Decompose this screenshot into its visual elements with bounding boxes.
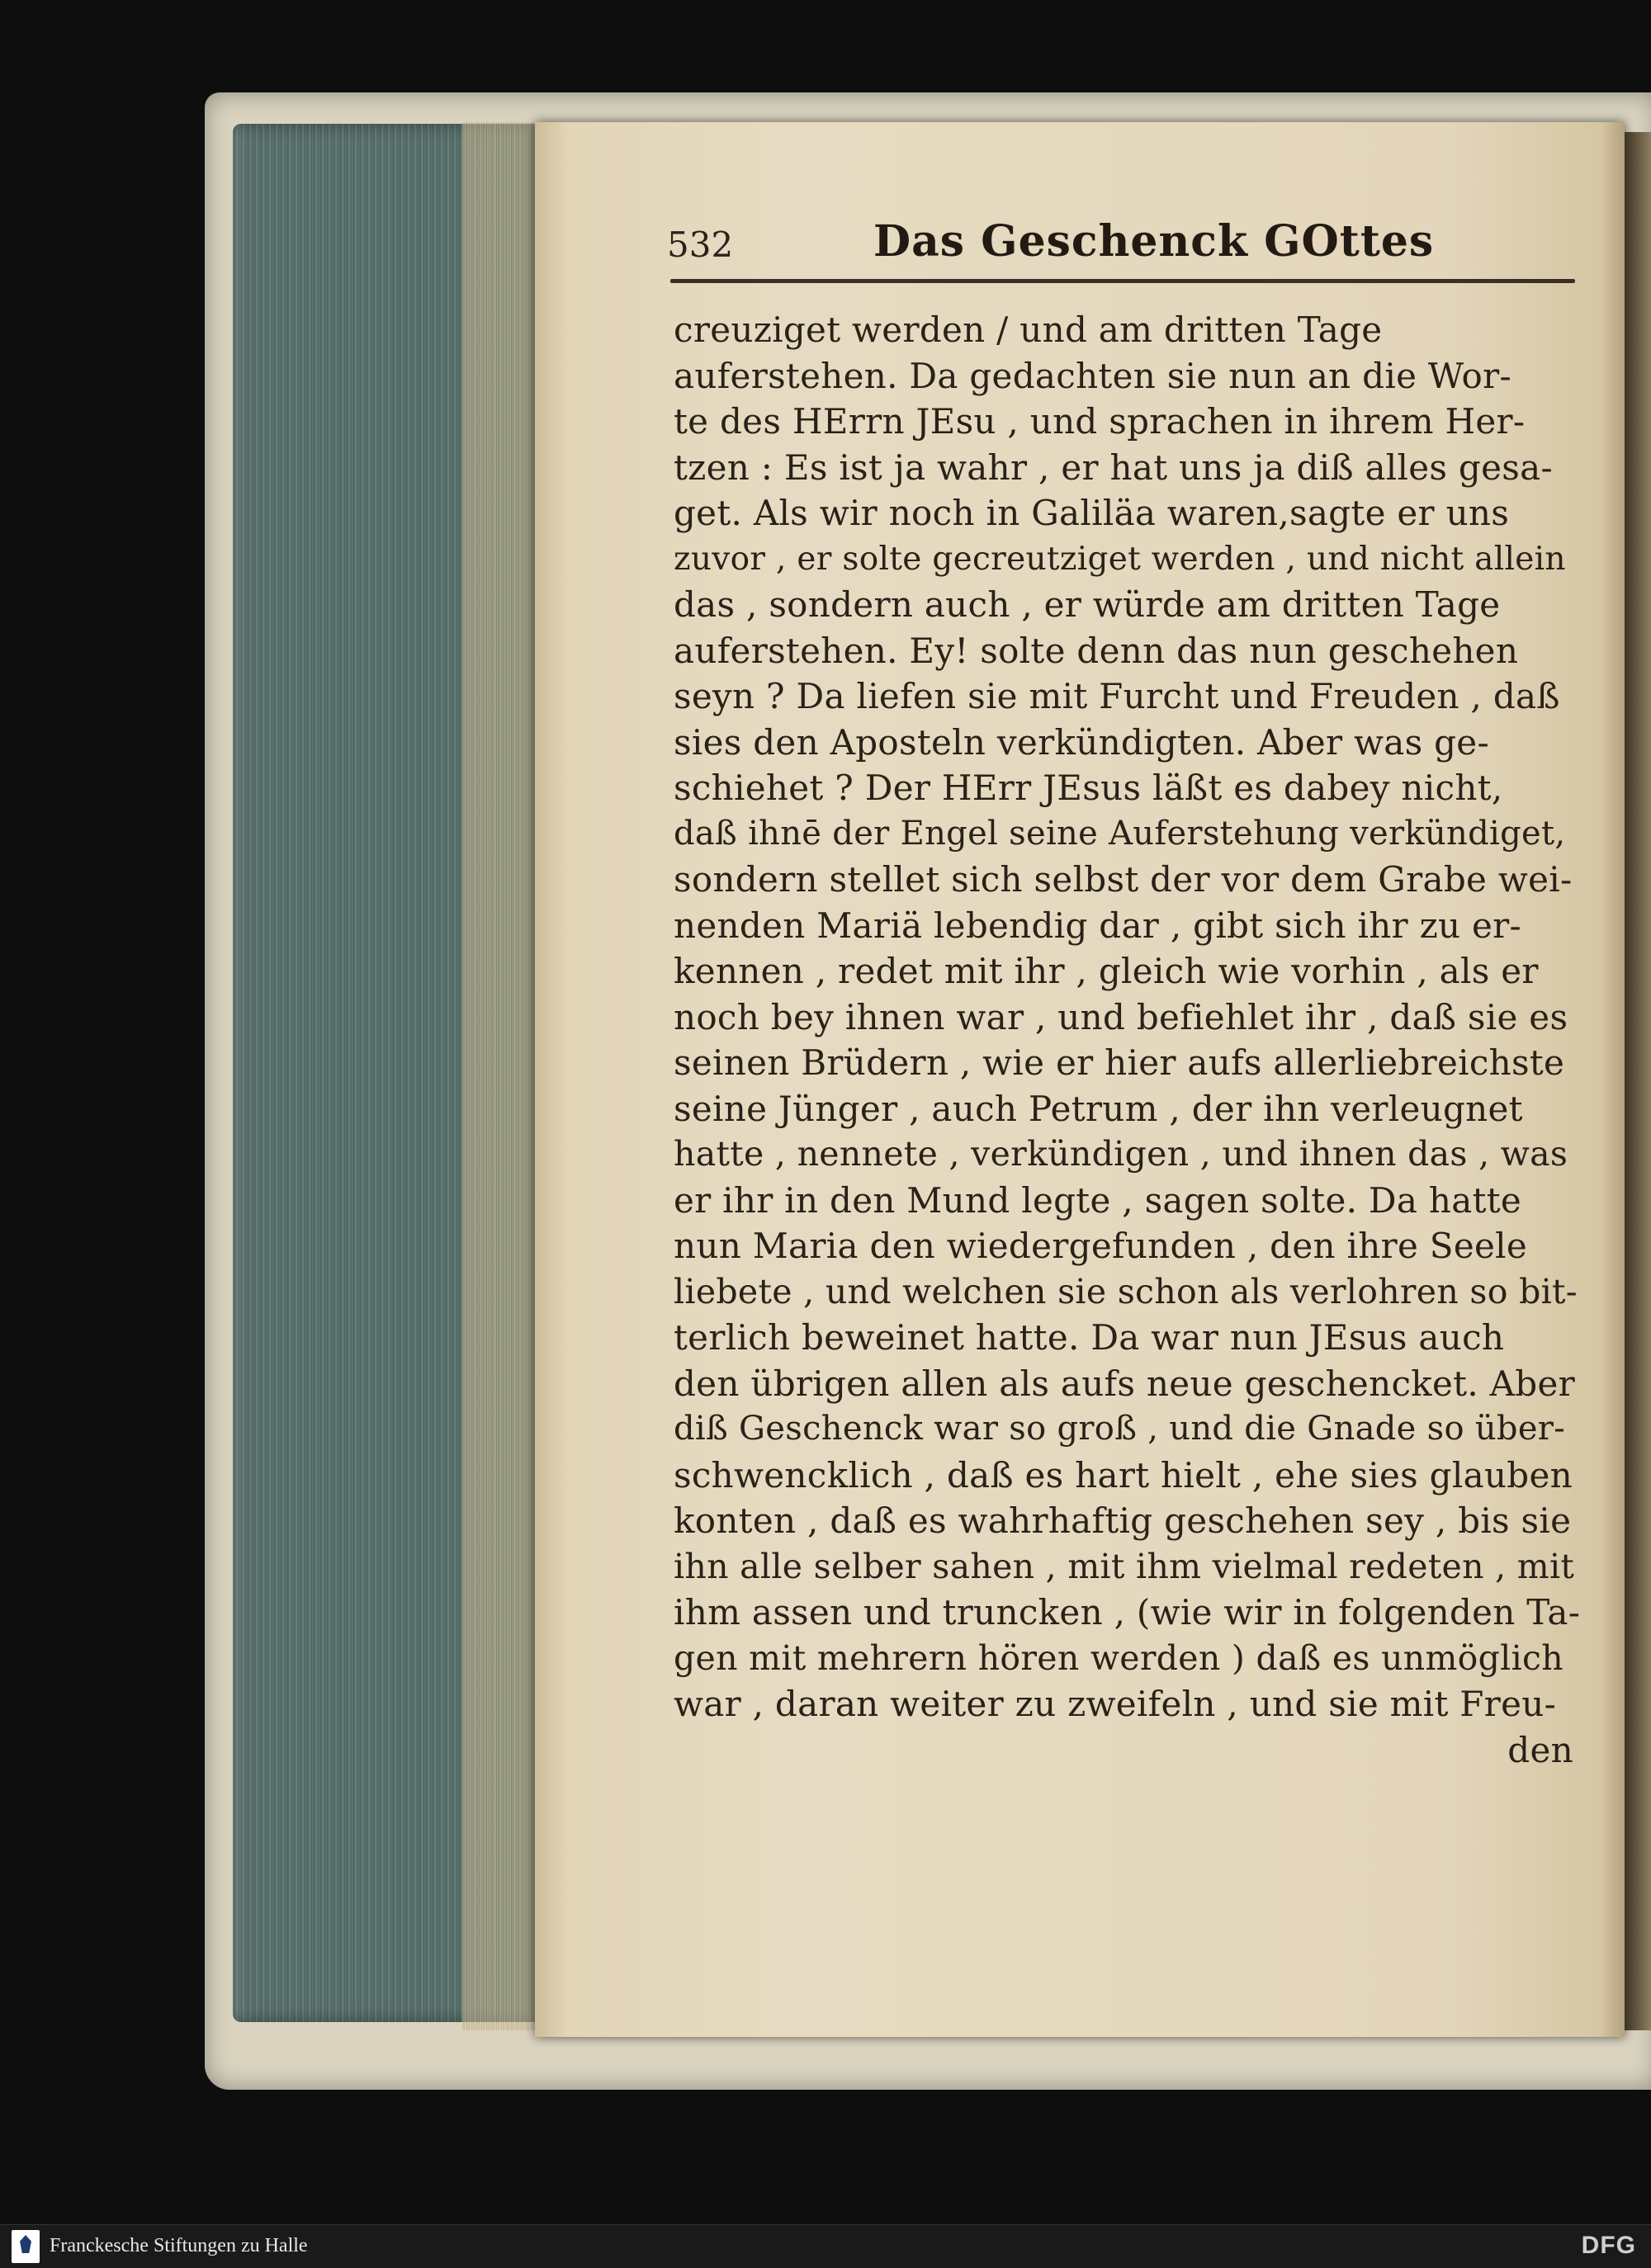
text-line: noch bey ihnen war , und befiehlet ihr , daß sie es [674,996,1568,1037]
text-line: schiehet ? Der HErr JEsus läßt es dabey nicht, [674,768,1503,808]
text-line: war , daran weiter zu zweifeln , und sie mit Freu- [674,1684,1557,1724]
text-line: das , sondern auch , er würde am dritten Tage [674,584,1501,625]
page-header [667,213,1575,279]
text-line: auferstehen. Ey! solte denn das nun geschehen [674,630,1519,671]
text-line: daß ihnē der Engel seine Auferstehung verkündiget, [674,814,1566,853]
dfg-logo: DFG [1581,2232,1636,2259]
text-line: den übrigen allen als aufs neue geschencket. Aber [674,1363,1575,1404]
viewer-footer [0,2224,1651,2268]
catchword: den [1507,1729,1573,1770]
body-text [674,307,1582,1773]
text-line: kennen , redet mit ihr , gleich wie vorhin , als er [674,951,1539,991]
text-line: konten , daß es wahrhaftig geschehen sey , bis sie [674,1500,1572,1541]
text-line: seine Jünger , auch Petrum , der ihn verleugnet [674,1088,1523,1129]
text-line: zuvor , er solte gecreutziget werden , und nicht allein [674,540,1566,578]
text-line: nenden Mariä lebendig dar , gibt sich ihr zu er- [674,905,1522,946]
text-line: schwencklich , daß es hart hielt , ehe sies glauben [674,1454,1573,1495]
text-line: sies den Aposteln verkündigten. Aber was ge- [674,721,1489,763]
text-line: gen mit mehrern hören werden ) daß es unmöglich [674,1637,1563,1678]
text-line: seyn ? Da liefen sie mit Furcht und Freuden , daß [674,676,1560,716]
text-line: tzen : Es ist ja wahr , er hat uns ja diß alles gesa- [674,447,1553,488]
text-line: hatte , nennete , verkündigen , und ihnen das , was [674,1134,1568,1174]
institution-logo-icon [12,2230,40,2263]
text-line: terlich beweinet hatte. Da war nun JEsus auch [674,1317,1505,1358]
text-line: seinen Brüdern , wie er hier aufs allerliebreichste [674,1042,1565,1083]
facing-page-edge [1625,132,1651,2030]
running-title: Das Geschenck GOttes [873,216,1435,267]
text-line: auferstehen. Da gedachten sie nun an die Wor- [674,355,1511,396]
text-line: nun Maria den wiedergefunden , den ihre Seele [674,1226,1528,1266]
text-line: creuziget werden / und am dritten Tage [674,309,1383,350]
text-line: get. Als wir noch in Galiläa waren,sagte er uns [674,493,1510,533]
text-line: liebete , und welchen sie schon als verlohren so bit- [674,1271,1578,1311]
institution-name: Franckesche Stiftungen zu Halle [50,2235,308,2256]
text-line: te des HErrn JEsu , und sprachen in ihrem Her- [674,401,1526,442]
header-rule [670,279,1575,283]
text-line: ihn alle selber sahen , mit ihm vielmal redeten , mit [674,1546,1575,1586]
text-line: sondern stellet sich selbst der vor dem Grabe wei- [674,859,1573,900]
text-line: er ihr in den Mund legte , sagen solte. Da hatte [674,1179,1522,1221]
text-line: ihm assen und truncken , (wie wir in folgenden Ta- [674,1592,1581,1632]
page-number: 532 [667,224,734,265]
text-line: diß Geschenck war so groß , und die Gnade so über- [674,1410,1566,1448]
